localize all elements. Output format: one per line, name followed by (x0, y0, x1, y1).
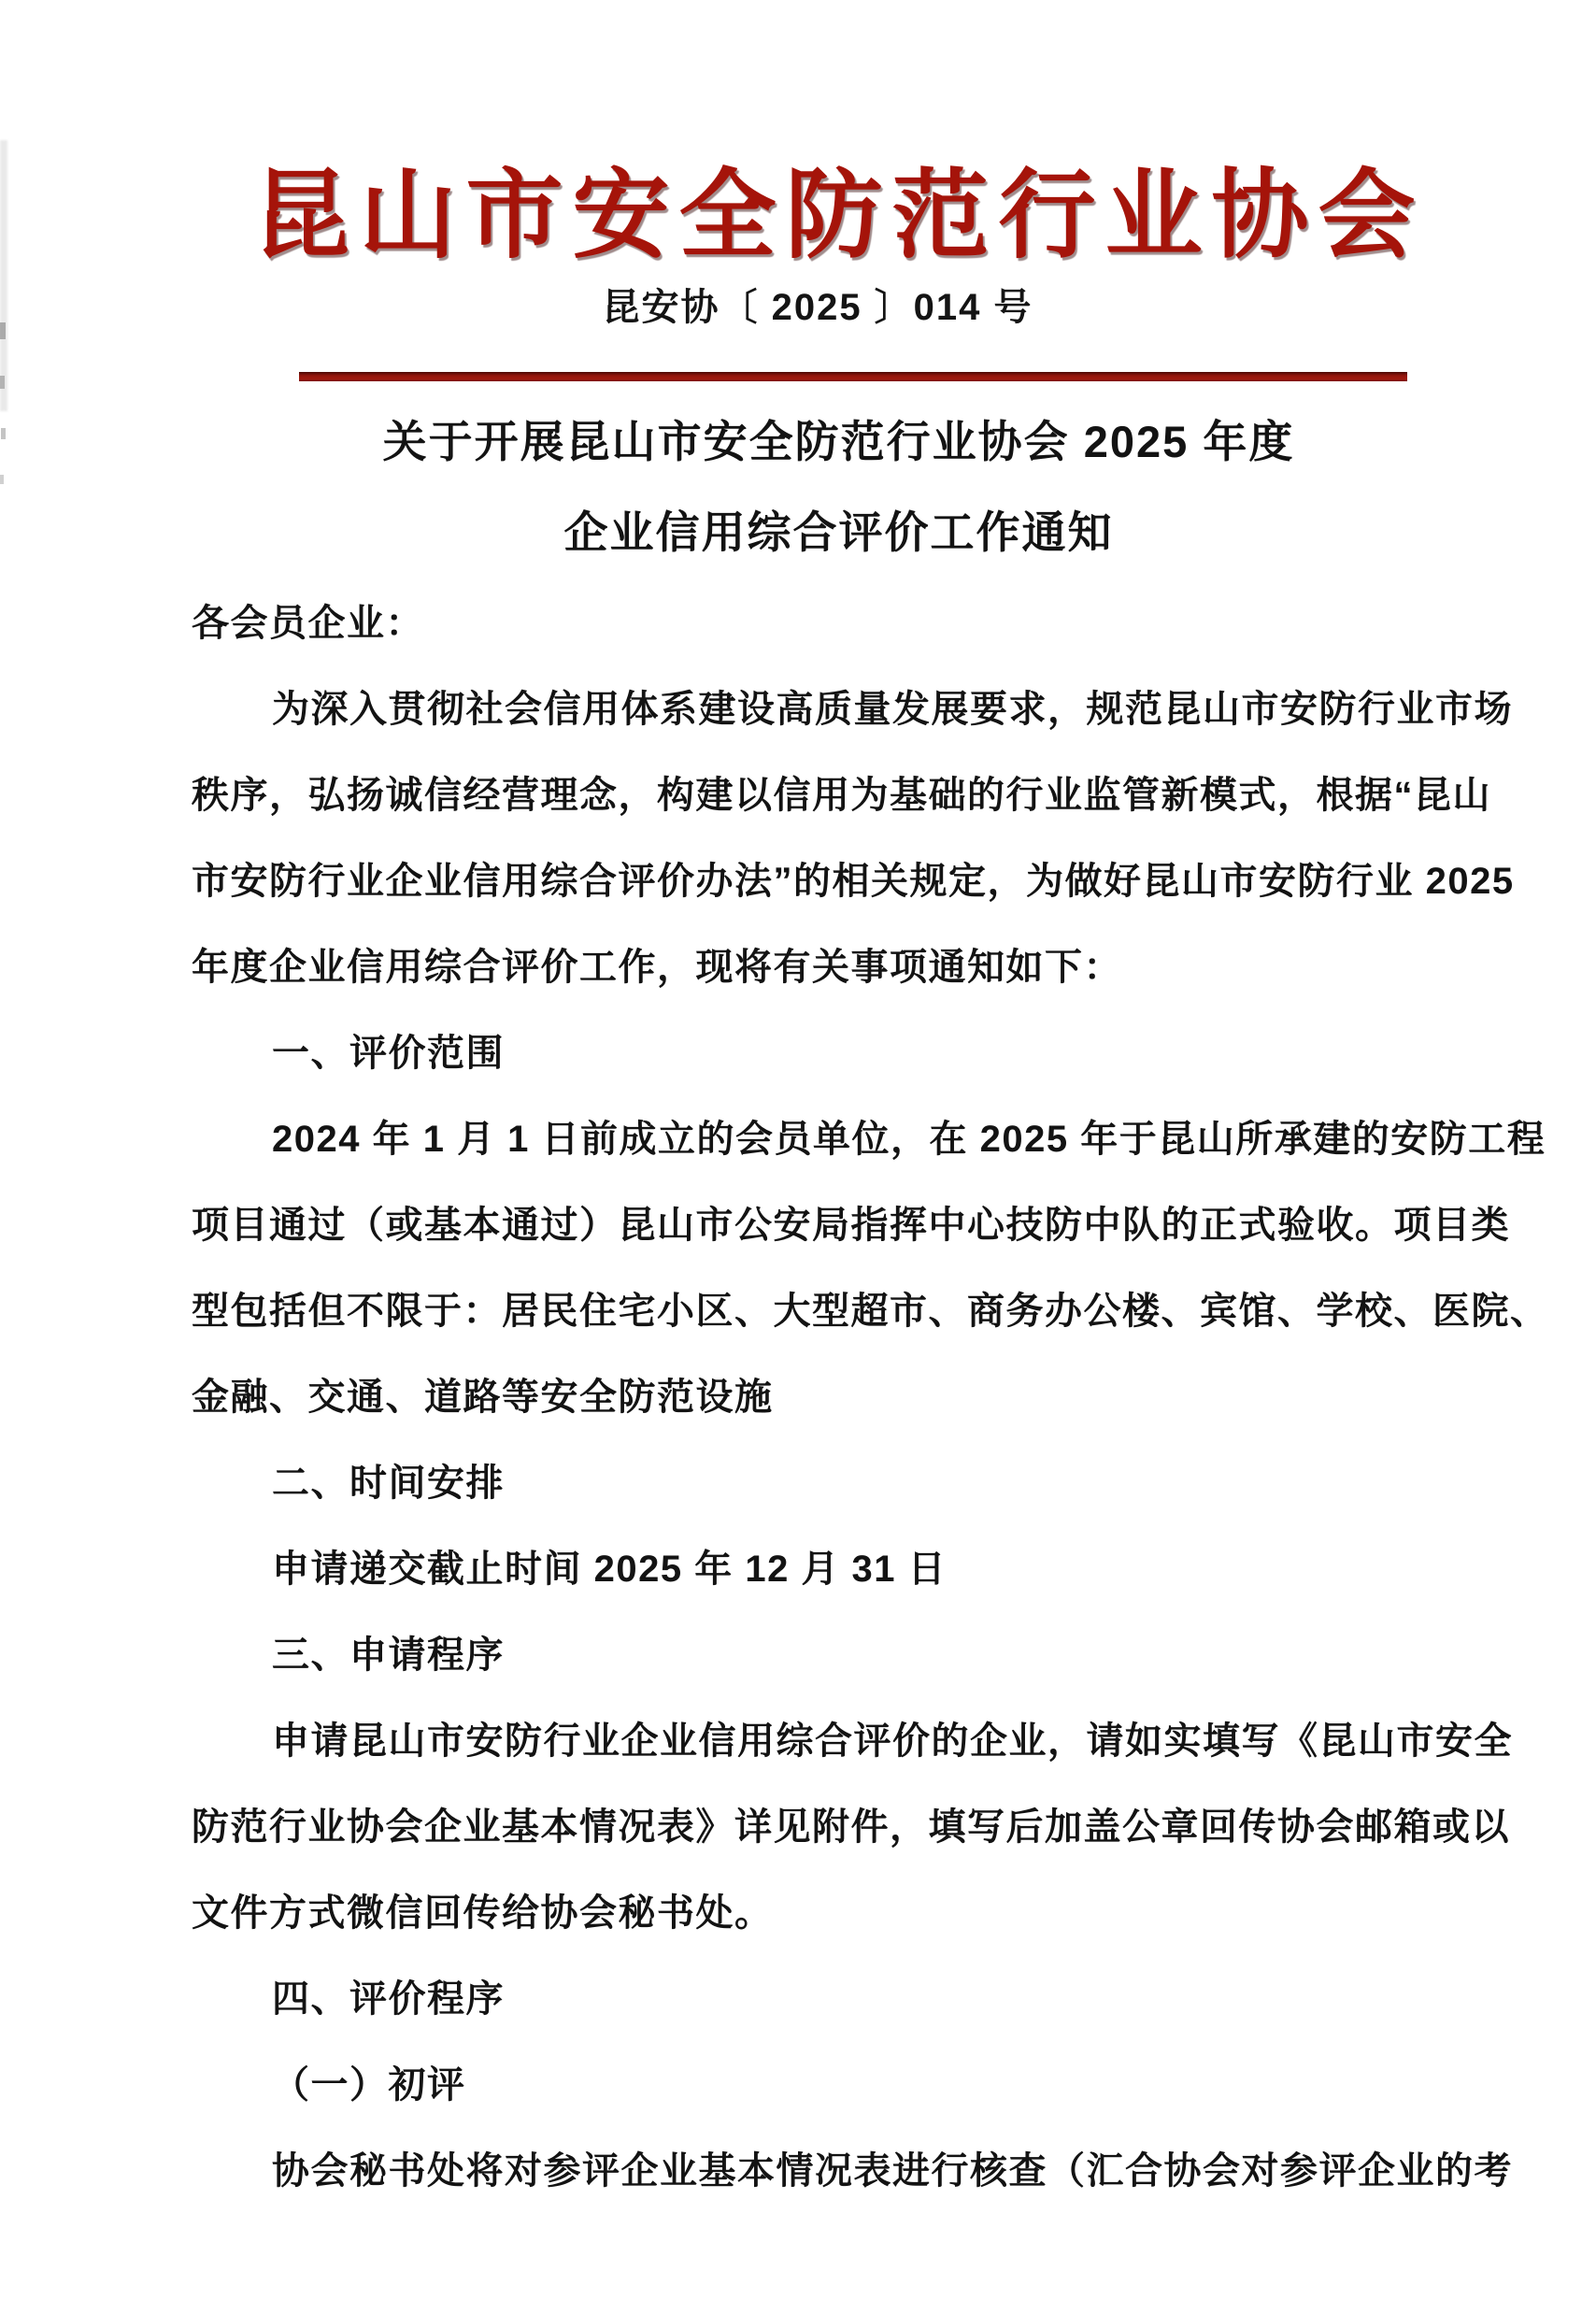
scan-artifact (0, 475, 4, 484)
body-line: 金融、交通、道路等安全防范设施 (192, 1377, 774, 1418)
scan-artifact (0, 140, 7, 411)
body-line: 2024 年 1 月 1 日前成立的会员单位，在 2025 年于昆山所承建的安防工程 (272, 1119, 1546, 1160)
doc-number: 昆安协〔 2025 〕014 号 (602, 287, 1033, 328)
scan-artifact (1, 428, 6, 439)
body-line: 申请昆山市安防行业企业信用综合评价的企业，请如实填写《昆山市安全 (272, 1721, 1513, 1762)
body-line-section-3: 三、申请程序 (272, 1635, 505, 1676)
document-body (192, 580, 1549, 2214)
body-line: 项目通过（或基本通过）昆山市公安局指挥中心技防中队的正式验收。项目类 (192, 1205, 1510, 1246)
body-line: 秩序，弘扬诚信经营理念，构建以信用为基础的行业监管新模式，根据“昆山 (192, 775, 1491, 816)
scan-artifact (0, 322, 6, 339)
body-line: 市安防行业企业信用综合评价办法”的相关规定，为做好昆山市安防行业 2025 (192, 861, 1515, 902)
body-line-section-4: 四、评价程序 (272, 1978, 505, 2020)
body-line: 型包括但不限于：居民住宅小区、大型超市、商务办公楼、宾馆、学校、医院、 (192, 1291, 1549, 1332)
body-line-section-2: 二、时间安排 (272, 1463, 505, 1504)
body-line-salutation: 各会员企业： (192, 603, 424, 644)
body-line: 文件方式微信回传给协会秘书处。 (192, 1892, 774, 1934)
body-line: 协会秘书处将对参评企业基本情况表进行核查（汇合协会对参评企业的考 (272, 2150, 1513, 2192)
body-line-section-1: 一、评价范围 (272, 1033, 505, 1074)
body-line: 年度企业信用综合评价工作，现将有关事项通知如下： (192, 947, 1122, 988)
red-divider-rule (299, 372, 1407, 381)
scan-artifact (0, 376, 5, 389)
body-line: 申请递交截止时间 2025 年 12 月 31 日 (272, 1549, 948, 1590)
body-line: 为深入贯彻社会信用体系建设高质量发展要求，规范昆山市安防行业市场 (272, 689, 1513, 730)
doc-heading (192, 396, 1486, 578)
doc-heading-line1: 关于开展昆山市安全防范行业协会 2025 年度 (382, 417, 1295, 466)
org-title: 昆山市安全防范行业协会 (252, 163, 1425, 270)
body-line-subsection: （一）初评 (272, 2064, 466, 2106)
doc-heading-line2: 企业信用综合评价工作通知 (563, 507, 1114, 557)
body-line: 防范行业协会企业基本情况表》详见附件，填写后加盖公章回传协会邮箱或以 (192, 1806, 1510, 1848)
